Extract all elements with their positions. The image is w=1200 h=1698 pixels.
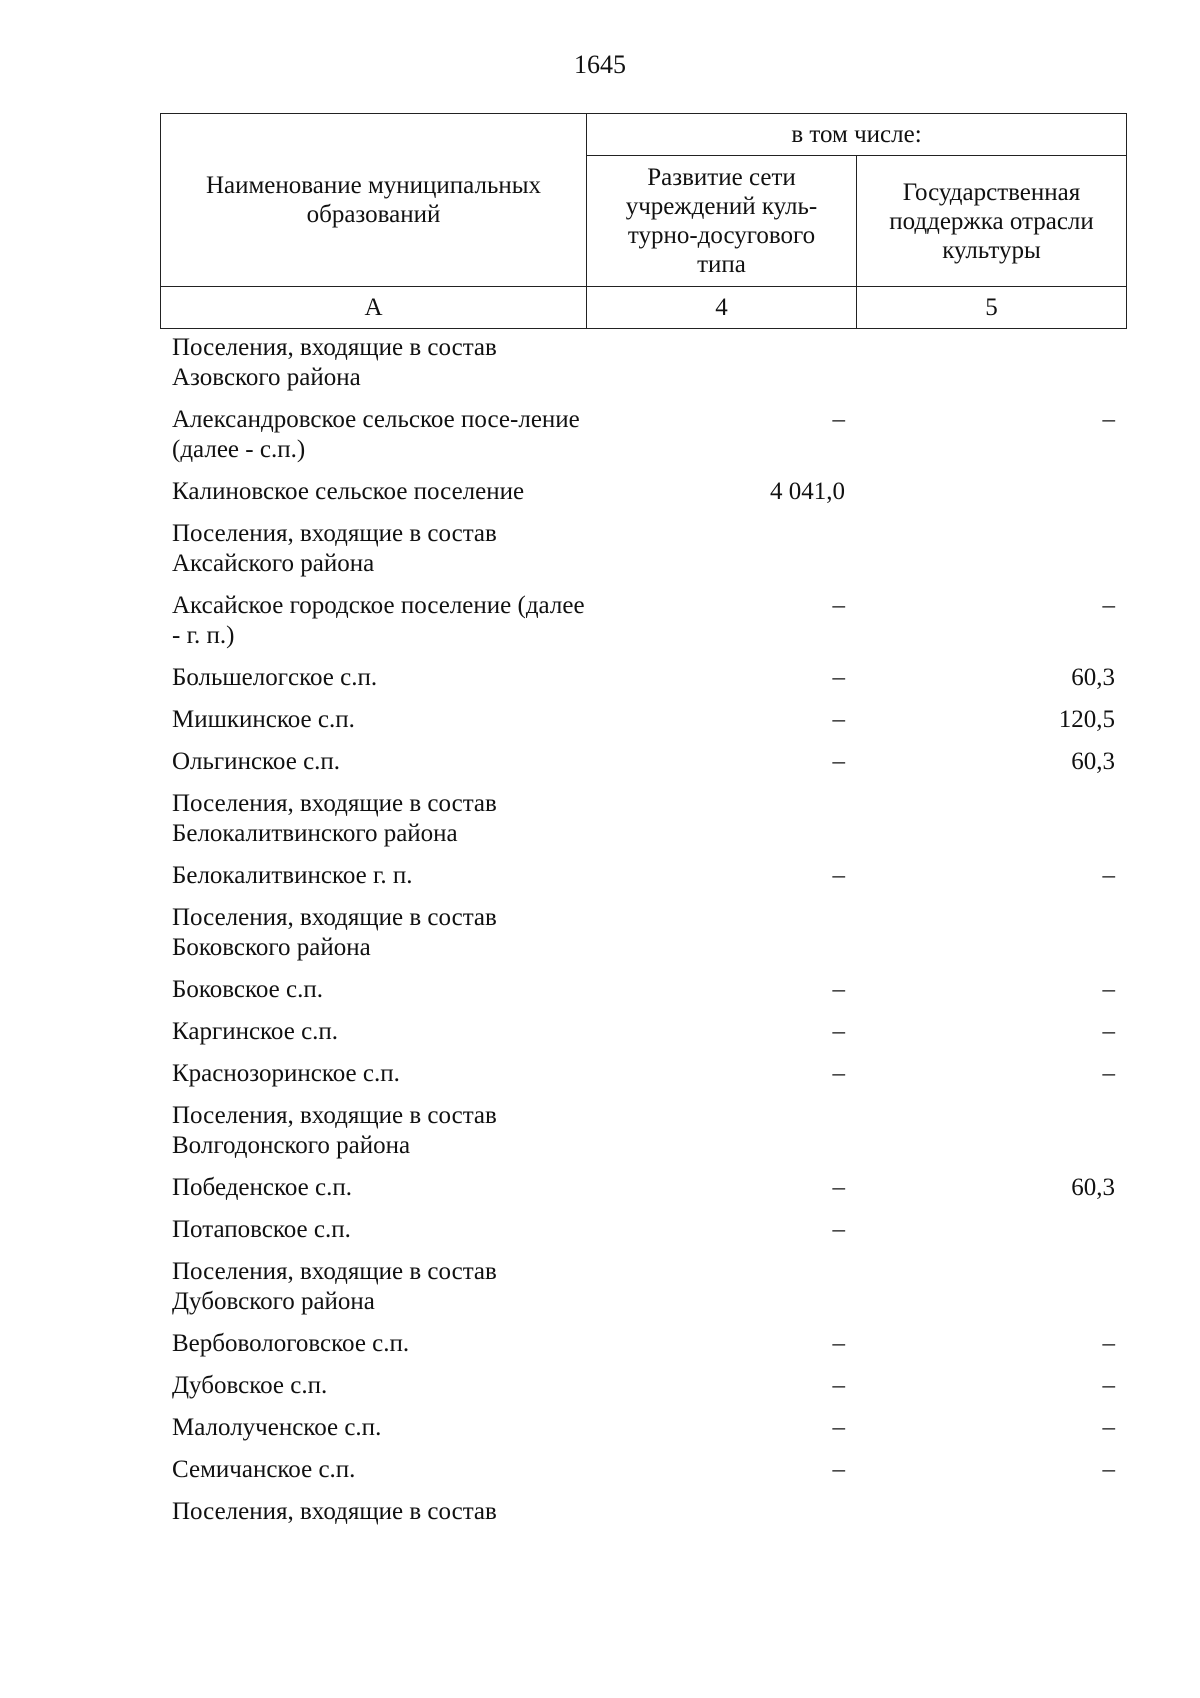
row-name: Александровское сельское посе-ление (далее - с.п.) [172, 406, 580, 463]
header-index-4: 4 [587, 287, 857, 329]
row-value-col5: – [1102, 1414, 1115, 1441]
row-value-col5: – [1102, 1018, 1115, 1045]
row-value-col5: – [1102, 976, 1115, 1003]
table-row [160, 705, 1126, 747]
row-name: Поселения, входящие в состав Белокалитвинского района [172, 790, 497, 847]
header-group-label: в том числе: [587, 114, 1127, 156]
row-name: Поселения, входящие в состав Волгодонского района [172, 1102, 497, 1159]
row-value-col5: – [1102, 1456, 1115, 1483]
header-col4: Развитие сети учреждений куль-турно-досугового типа [587, 156, 857, 287]
row-name: Краснозоринское с.п. [172, 1060, 400, 1087]
row-value-col5: 60,3 [1071, 1174, 1115, 1201]
row-value-col4: – [832, 1372, 845, 1399]
row-value-col5: – [1102, 1060, 1115, 1087]
row-value-col5: – [1102, 1372, 1115, 1399]
row-name: Потаповское с.п. [172, 1216, 351, 1243]
row-value-col4: – [832, 592, 845, 619]
row-value-col4: – [832, 1414, 845, 1441]
header-name-column: Наименование муниципальных образований [161, 114, 587, 287]
row-name: Дубовское с.п. [172, 1372, 328, 1399]
table-row [160, 1173, 1126, 1215]
row-value-col4: – [832, 976, 845, 1003]
table-row [160, 789, 1126, 861]
row-name: Семичанское с.п. [172, 1456, 356, 1483]
row-name: Поселения, входящие в состав Аксайского района [172, 520, 497, 577]
row-name: Каргинское с.п. [172, 1018, 339, 1045]
row-name: Мишкинское с.п. [172, 706, 355, 733]
row-value-col5: 60,3 [1071, 664, 1115, 691]
table-row [160, 1455, 1126, 1497]
row-value-col4: – [832, 1174, 845, 1201]
row-name: Малолученское с.п. [172, 1414, 382, 1441]
row-value-col4: – [832, 1456, 845, 1483]
row-name: Поселения, входящие в состав [172, 1498, 497, 1525]
table-row [160, 861, 1126, 903]
row-value-col4: – [832, 706, 845, 733]
row-name: Победенское с.п. [172, 1174, 353, 1201]
table-row [160, 747, 1126, 789]
header-index-5: 5 [857, 287, 1127, 329]
row-value-col5: – [1102, 592, 1115, 619]
row-value-col5: – [1102, 406, 1115, 433]
page-number: 1645 [574, 50, 626, 79]
row-value-col5: – [1102, 1330, 1115, 1357]
row-value-col4: – [832, 748, 845, 775]
table-row [160, 591, 1126, 663]
table-row [160, 1329, 1126, 1371]
row-name: Аксайское городское поселение (далее - г. п.) [172, 592, 585, 649]
table-row [160, 1497, 1126, 1539]
row-value-col5: 120,5 [1058, 706, 1115, 733]
table-row [160, 477, 1126, 519]
table-row [160, 1371, 1126, 1413]
row-value-col4: – [832, 862, 845, 889]
table-row [160, 1215, 1126, 1257]
table-row [160, 1017, 1126, 1059]
table-body [160, 333, 1126, 1539]
row-value-col4: – [832, 664, 845, 691]
row-name: Ольгинское с.п. [172, 748, 341, 775]
row-name: Поселения, входящие в состав Азовского района [172, 334, 497, 391]
row-name: Большелогское с.п. [172, 664, 378, 691]
row-value-col4: – [832, 1330, 845, 1357]
row-name: Калиновское сельское поселение [172, 478, 525, 505]
table-row [160, 1413, 1126, 1455]
table-row [160, 1059, 1126, 1101]
row-value-col4: – [832, 1018, 845, 1045]
row-name: Боковское с.п. [172, 976, 323, 1003]
row-value-col4: 4 041,0 [770, 478, 845, 505]
row-value-col4: – [832, 1060, 845, 1087]
table-row [160, 519, 1126, 591]
table-row [160, 903, 1126, 975]
table-row [160, 1101, 1126, 1173]
table-row [160, 975, 1126, 1017]
table-row [160, 663, 1126, 705]
row-value-col4: – [832, 1216, 845, 1243]
row-name: Поселения, входящие в состав Дубовского района [172, 1258, 497, 1315]
table-row [160, 333, 1126, 405]
row-name: Вербовологовское с.п. [172, 1330, 410, 1357]
header-index-a: А [161, 287, 587, 329]
table-row [160, 405, 1126, 477]
row-value-col4: – [832, 406, 845, 433]
table-header [160, 113, 1127, 329]
table-row [160, 1257, 1126, 1329]
row-value-col5: 60,3 [1071, 748, 1115, 775]
row-value-col5: – [1102, 862, 1115, 889]
row-name: Поселения, входящие в состав Боковского района [172, 904, 497, 961]
header-col5: Государственная поддержка отрасли культуры [857, 156, 1127, 287]
row-name: Белокалитвинское г. п. [172, 862, 413, 889]
